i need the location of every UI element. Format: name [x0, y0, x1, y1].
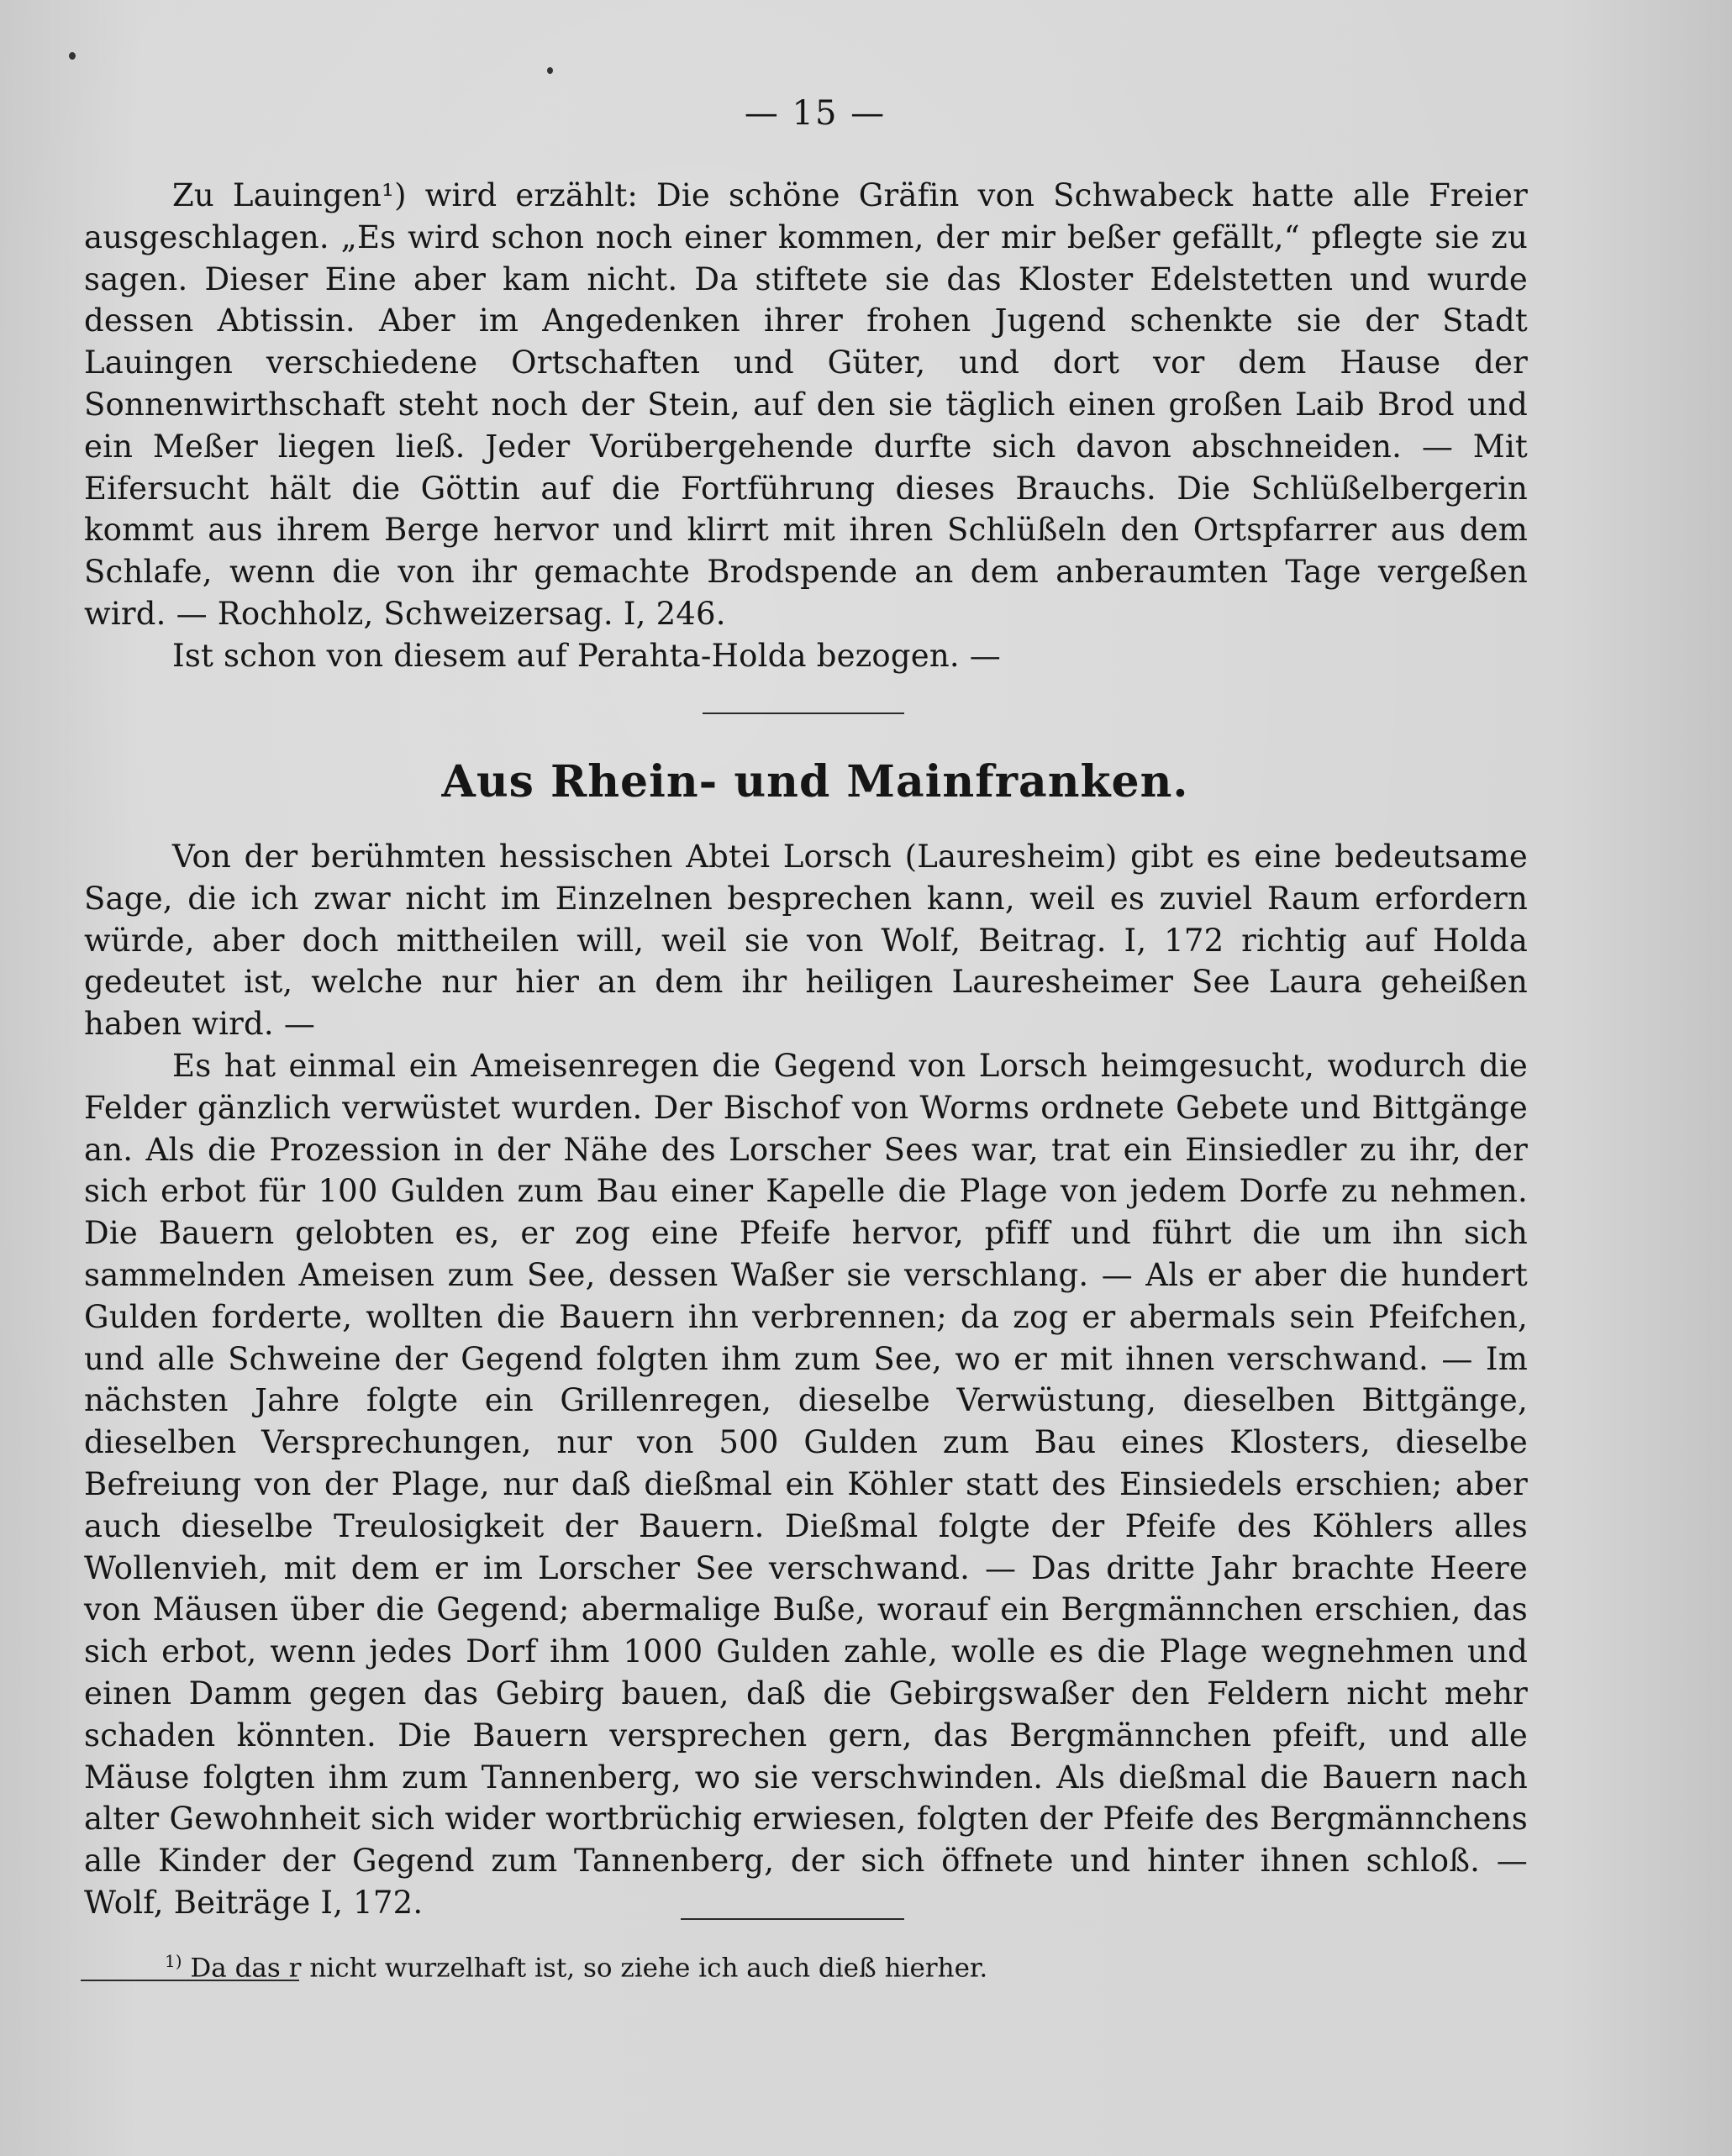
- ink-speck: [547, 67, 553, 74]
- footnote-text: Da das r nicht wurzelhaft ist, so ziehe ich auch dieß hierher.: [190, 1953, 988, 1984]
- paragraph-lorsch-legend: Es hat einmal ein Ameisenregen die Gegend von Lorsch heimgesucht, wodurch die Felder gänzlich verwüstet wurden. Der Bischof von Worms ordnete Gebete und Bittgänge an. Als die Prozession in der Nähe des Lorscher Sees war, trat ein Einsiedler zu ihr, der sich erbot für 100 Gulden zum Bau einer Kapelle die Plage von jedem Dorfe zu nehmen. Die Bauern gelobten es, er zog eine Pfeife hervor, pfiff und führt die um ihn sich sammelnden Ameisen zum See, dessen Waßer sie verschlang. — Als er aber die hundert Gulden forderte, wollten die Bauern ihn verbrennen; da zog er abermals sein Pfeifchen, und alle Schweine der Gegend folgten ihm zum See, wo er mit ihnen verschwand. — Im nächsten Jahre folgte ein Grillenregen, dieselbe Verwüstung, dieselben Bittgänge, dieselben Versprechungen, nur von 500 Gulden zum Bau eines Klosters, dieselbe Befreiung von der Plage, nur daß dießmal ein Köhler statt des Einsiedels erschien; aber auch dieselbe Treulosigkeit der Bauern. Dießmal folgte der Pfeife des Köhlers alles Wollenvieh, mit dem er im Lorscher See verschwand. — Das dritte Jahr brachte Heere von Mäusen über die Gegend; abermalige Buße, worauf ein Bergmännchen erschien, das sich erbot, wenn jedes Dorf ihm 1000 Gulden zahle, wolle es die Plage wegnehmen und einen Damm gegen das Gebirg bauen, daß die Gebirgswaßer den Feldern nicht mehr schaden könnten. Die Bauern versprechen gern, das Bergmännchen pfeift, und alle Mäuse folgten ihm zum Tannenberg, wo sie verschwinden. Als dießmal die Bauern nach alter Gewohnheit sich wider wortbrüchig erwiesen, folgten der Pfeife des Bergmännchens alle Kinder der Gegend zum Tannenberg, der sich öffnete und hinter ihnen schloß. — Wolf, Beiträge I, 172.: [84, 1047, 1528, 1921]
- ink-speck: [69, 52, 76, 60]
- end-divider-rule: [681, 1918, 904, 1920]
- paragraph-lauingen: Zu Lauingen¹) wird erzählt: Die schöne Gräfin von Schwabeck hatte alle Freier ausgeschlagen. „Es wird schon noch einer kommen, der mir beßer gefällt,“ pflegte sie zu sagen. Dieser Eine aber kam nicht. Da stiftete sie das Kloster Edelstetten und wurde dessen Abtissin. Aber im Angedenken ihrer frohen Jugend schenkte sie der Stadt Lauingen verschiedene Ortschaften und Güter, und dort vor dem Hause der Sonnenwirthschaft steht noch der Stein, auf den sie täglich einen großen Laib Brod und ein Meßer liegen ließ. Jeder Vorübergehende durfte sich davon abschneiden. — Mit Eifersucht hält die Göttin auf die Fortführung dieses Brauchs. Die Schlüßelbergerin kommt aus ihrem Berge hervor und klirrt mit ihren Schlüßeln den Ortspfarrer aus dem Schlafe, wenn die von ihr gemachte Brodspende an dem anberaumten Tage vergeßen wird. — Rochholz, Schweizersag. I, 246.: [84, 177, 1528, 632]
- footnote: [165, 1944, 987, 1985]
- footnote-marker: 1): [165, 1951, 182, 1971]
- paragraph-perahta-note: Ist schon von diesem auf Perahta-Holda bezogen. —: [172, 637, 1002, 674]
- section-divider-rule: [703, 713, 904, 714]
- section-heading: Aus Rhein- und Mainfranken.: [441, 756, 1189, 807]
- page-number: — 15 —: [744, 94, 887, 133]
- section-rhein-mainfranken: [84, 836, 1528, 1924]
- section-lauingen: [84, 175, 1528, 677]
- paragraph-lorsch-intro: Von der berühmten hessischen Abtei Lorsch (Lauresheim) gibt es eine bedeutsame Sage, die ich zwar nicht im Einzelnen besprechen kann, weil es zuviel Raum erfordern würde, aber doch mittheilen will, weil sie von Wolf, Beitrag. I, 172 richtig auf Holda gedeutet ist, welche nur hier an dem ihr heiligen Lauresheimer See Laura geheißen haben wird. —: [84, 839, 1528, 1043]
